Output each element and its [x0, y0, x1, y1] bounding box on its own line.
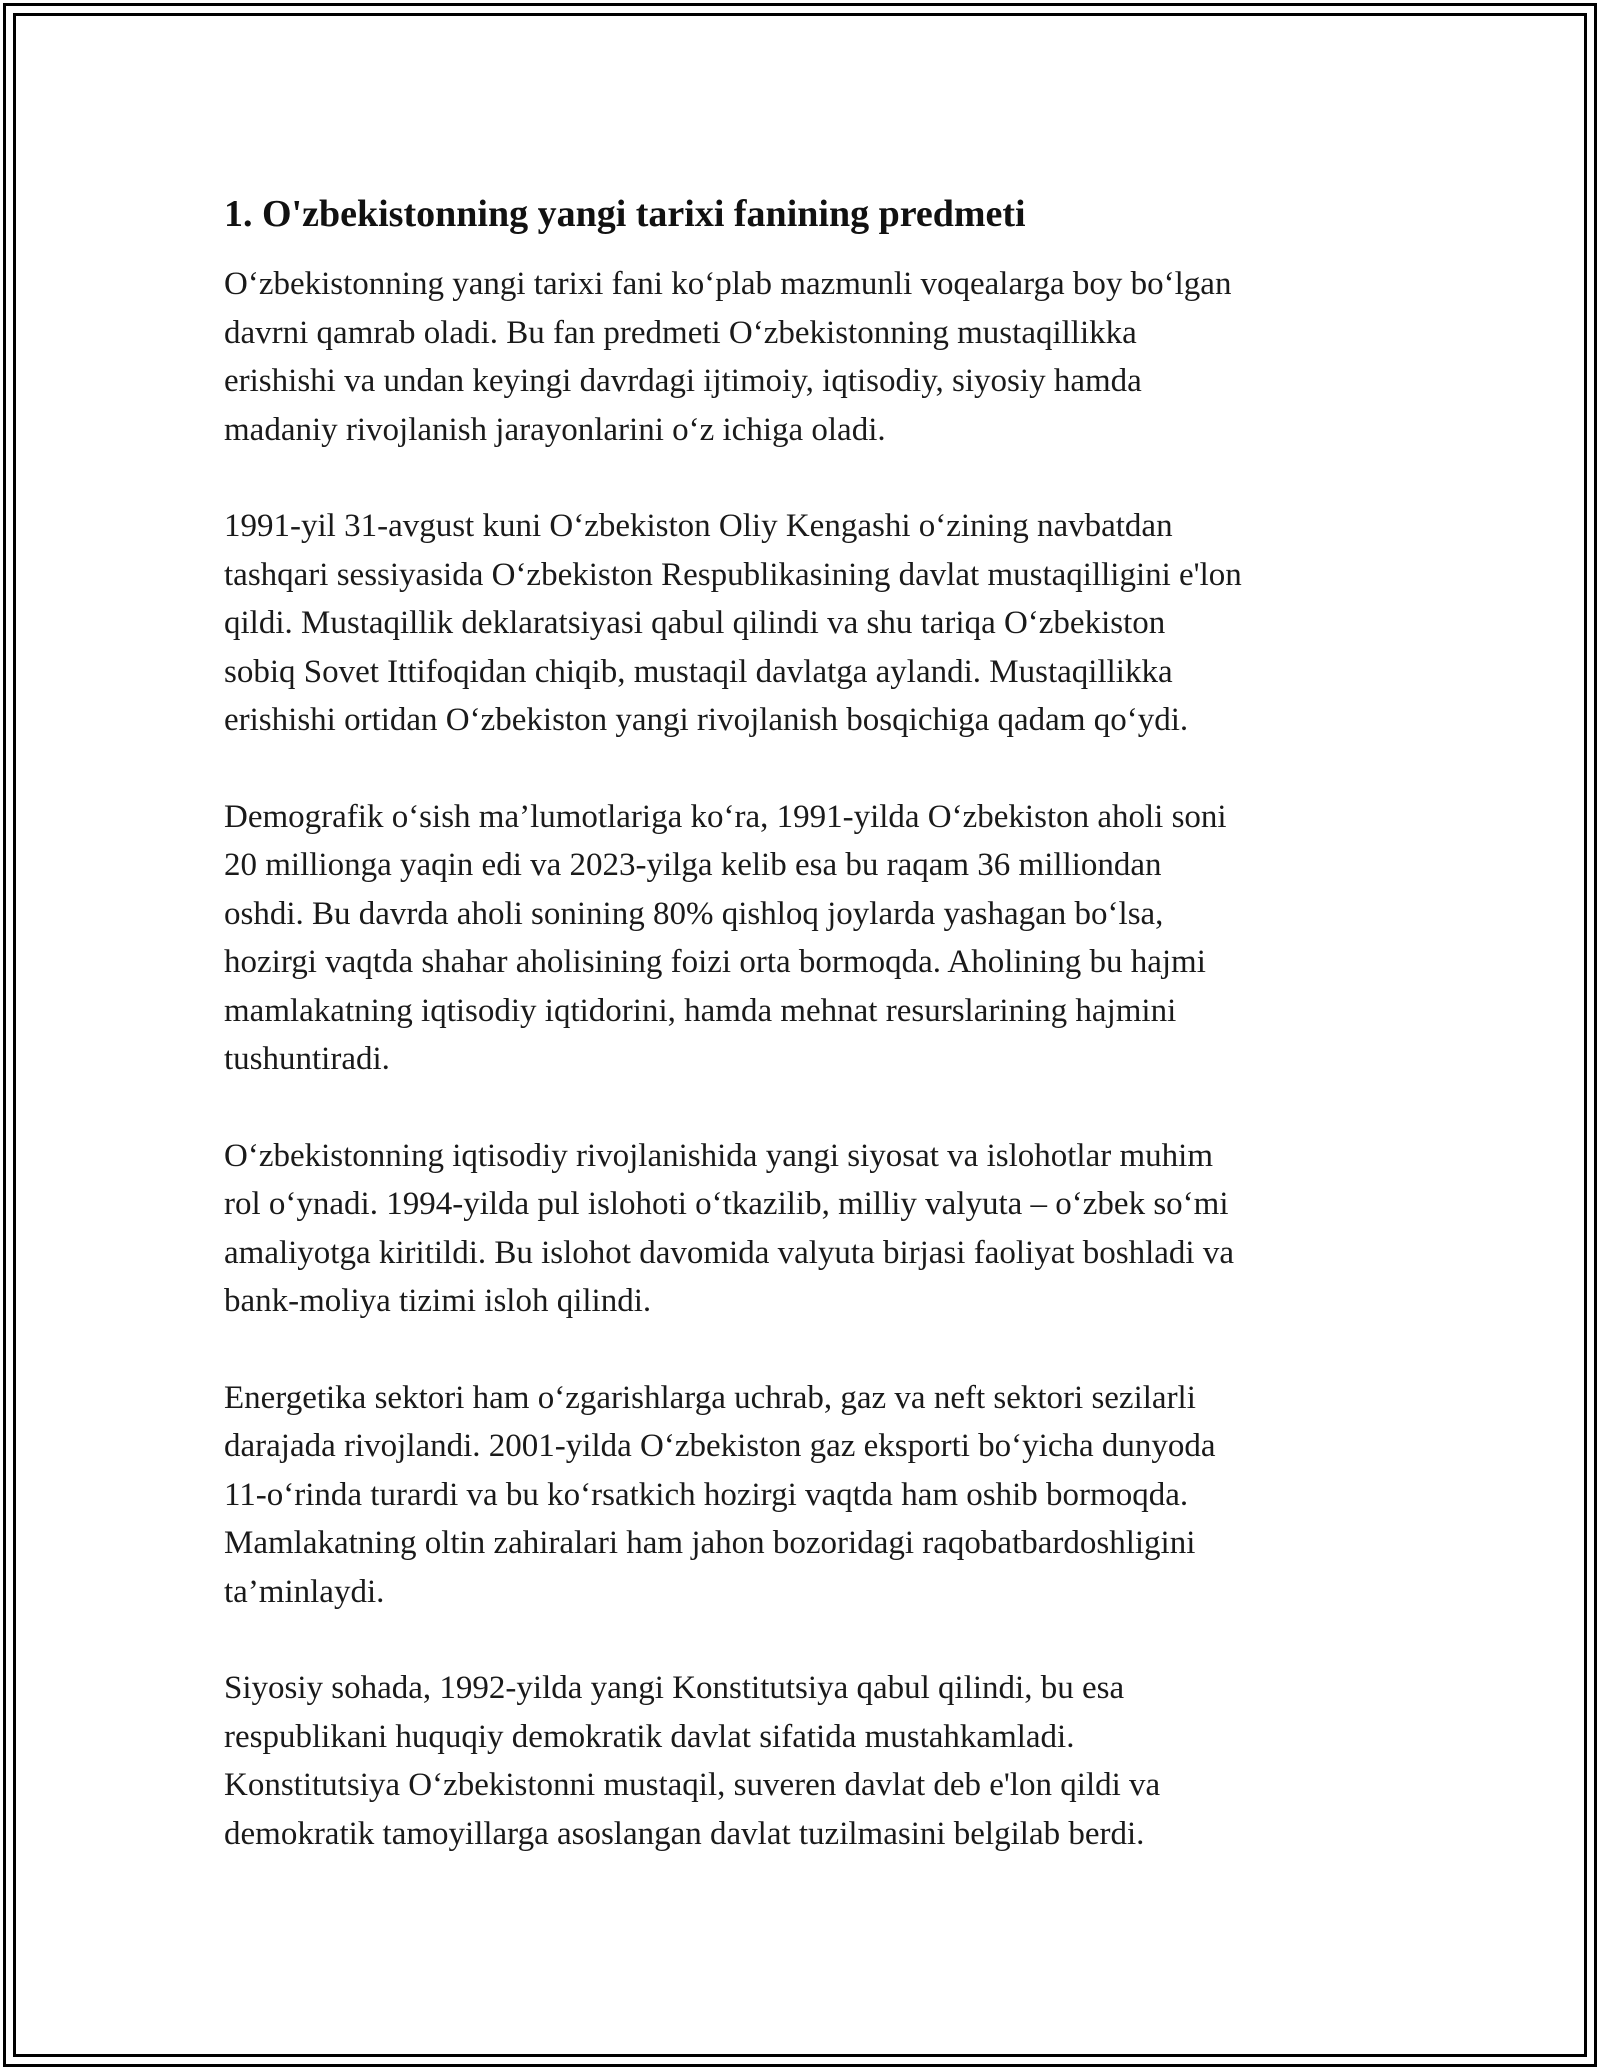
paragraph-politics: [224, 1664, 1374, 1858]
paragraph-line: 20 millionga yaqin edi va 2023-yilga kelib esa bu raqam 36 milliondan: [224, 847, 1162, 883]
paragraph-line: darajada rivojlandi. 2001-yilda O‘zbekiston gaz eksporti bo‘yicha dunyoda: [224, 1428, 1216, 1464]
paragraph-line: demokratik tamoyillarga asoslangan davlat tuzilmasini belgilab berdi.: [224, 1815, 1145, 1852]
paragraph-line: Konstitutsiya O‘zbekistonni mustaqil, suveren davlat deb e'lon qildi va: [224, 1767, 1161, 1803]
paragraph-energy: [224, 1374, 1374, 1617]
paragraph-line: bank-moliya tizimi isloh qilindi.: [224, 1283, 652, 1319]
paragraph-line: 11-o‘rinda turardi va bu ko‘rsatkich hozirgi vaqtda ham oshib bormoqda.: [224, 1476, 1189, 1513]
paragraph-line: O‘zbekistonning iqtisodiy rivojlanishida yangi siyosat va islohotlar muhim: [224, 1137, 1213, 1174]
paragraph-line: tushuntiradi.: [224, 1041, 390, 1077]
paragraph-line: erishishi ortidan O‘zbekiston yangi rivojlanish bosqichiga qadam qo‘ydi.: [224, 702, 1189, 738]
paragraph-line: madaniy rivojlanish jarayonlarini o‘z ichiga oladi.: [224, 411, 886, 448]
paragraph-line: sobiq Sovet Ittifoqidan chiqib, mustaqil davlatga aylandi. Mustaqillikka: [224, 653, 1173, 690]
paragraph-line: Mamlakatning oltin zahiralari ham jahon bozoridagi raqobatbardoshligini: [224, 1525, 1196, 1561]
paragraph-line: rol o‘ynadi. 1994-yilda pul islohoti o‘tkazilib, milliy valyuta – o‘zbek so‘mi: [224, 1186, 1229, 1222]
paragraph-line: 1991-yil 31-avgust kuni O‘zbekiston Oliy Kengashi o‘zining navbatdan: [224, 508, 1173, 544]
paragraph-line: ta’minlaydi.: [224, 1573, 385, 1610]
paragraph-line: Energetika sektori ham o‘zgarishlarga uchrab, gaz va neft sektori sezilarli: [224, 1379, 1196, 1416]
paragraph-demography: [224, 793, 1374, 1084]
document-title: 1. O'zbekistonning yangi tarixi fanining predmeti: [224, 193, 1026, 235]
document-body: [224, 180, 1374, 1906]
paragraph-economy: [224, 1132, 1374, 1326]
paragraph-line: Demografik o‘sish ma’lumotlariga ko‘ra, 1991-yilda O‘zbekiston aholi soni: [224, 798, 1227, 835]
paragraph-line: qildi. Mustaqillik deklaratsiyasi qabul qilindi va shu tariqa O‘zbekiston: [224, 605, 1166, 641]
paragraph-line: Siyosiy sohada, 1992-yilda yangi Konstitutsiya qabul qilindi, bu esa: [224, 1670, 1125, 1706]
paragraph-independence: [224, 502, 1374, 745]
paragraph-line: hozirgi vaqtda shahar aholisining foizi orta bormoqda. Aholining bu hajmi: [224, 944, 1206, 980]
paragraph-line: O‘zbekistonning yangi tarixi fani ko‘plab mazmunli voqealarga boy bo‘lgan: [224, 266, 1232, 302]
paragraph-line: mamlakatning iqtisodiy iqtidorini, hamda mehnat resurslarining hajmini: [224, 992, 1177, 1029]
paragraph-subject: [224, 260, 1374, 454]
paragraph-line: tashqari sessiyasida O‘zbekiston Respublikasining davlat mustaqilligini e'lon: [224, 556, 1242, 593]
paragraph-line: respublikani huquqiy demokratik davlat sifatida mustahkamladi.: [224, 1718, 1075, 1755]
paragraph-line: amaliyotga kiritildi. Bu islohot davomida valyuta birjasi faoliyat boshladi va: [224, 1234, 1234, 1271]
paragraph-line: davrni qamrab oladi. Bu fan predmeti O‘zbekistonning mustaqillikka: [224, 314, 1137, 351]
paragraph-line: oshdi. Bu davrda aholi sonining 80% qishloq joylarda yashagan bo‘lsa,: [224, 895, 1164, 932]
paragraph-line: erishishi va undan keyingi davrdagi ijtimoiy, iqtisodiy, siyosiy hamda: [224, 363, 1142, 399]
